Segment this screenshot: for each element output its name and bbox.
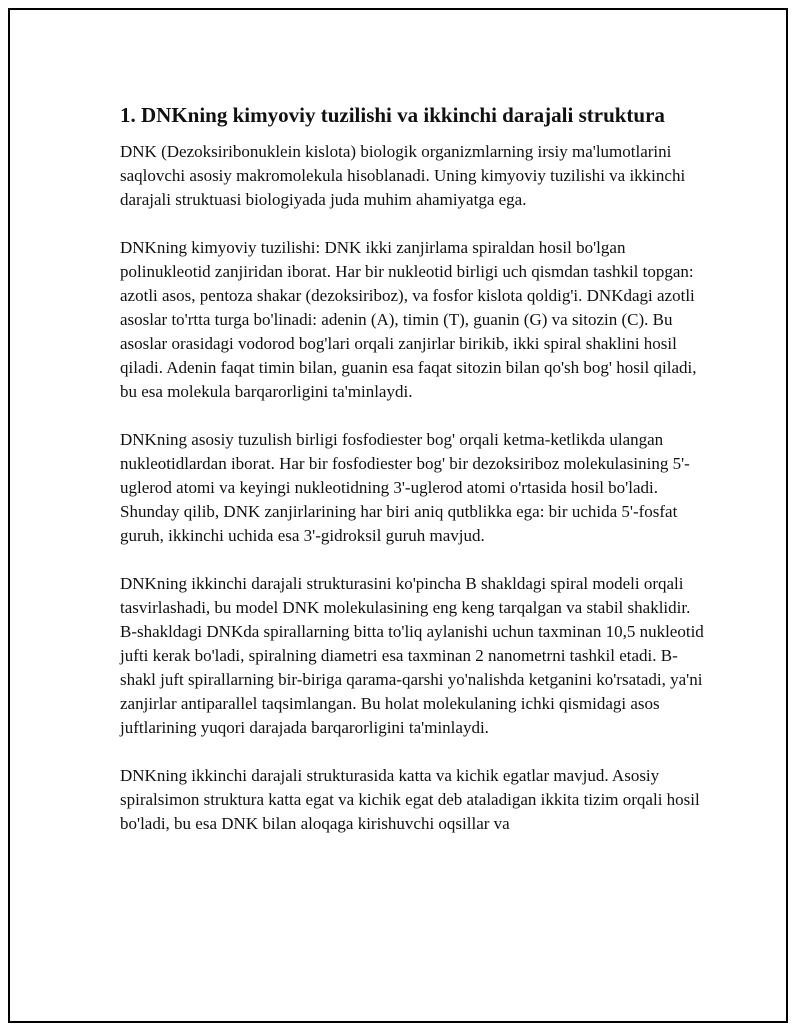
page-frame [8,8,788,1023]
paragraph-grooves: DNKning ikkinchi darajali strukturasida katta va kichik egatlar mavjud. Asosiy spiralsimon struktura katta egat va kichik egat deb ataladigan ikkita tizim orqali hosil bo'ladi, bu esa DNK bilan aloqaga kirishuvchi oqsillar va [120,766,700,833]
paragraph-b-form-helix: DNKning ikkinchi darajali strukturasini ko'pincha B shakldagi spiral modeli orqali tasvirlashadi, bu model DNK molekulasining eng keng tarqalgan va stabil shaklidir. B-shakldagi DNKda spirallarning bitta to'liq aylanishi uchun taxminan 10,5 nukleotid jufti kerak bo'ladi, spiralning diametri esa taxminan 2 nanometrni tashkil etadi. B-shakl juft spirallarning bir-biriga qarama-qarshi yo'nalishda ketganini ko'rsatadi, ya'ni zanjirlar antiparallel taqsimlangan. Bu holat molekulaning ichki qismidagi asos juftlarining yuqori darajada barqarorligini ta'minlaydi. [120,574,704,737]
section-heading: 1. DNKning kimyoviy tuzilishi va ikkinchi darajali struktura [120,103,665,127]
paragraph-phosphodiester-bond: DNKning asosiy tuzulish birligi fosfodiester bog' orqali ketma-ketlikda ulangan nukleotidlardan iborat. Har bir fosfodiester bog' bir dezoksiriboz molekulasining 5'-uglerod atomi va keyingi nukleotidning 3'-uglerod atomi o'rtasida hosil bo'ladi. Shunday qilib, DNK zanjirlarining har biri aniq qutblikka ega: bir uchida 5'-fosfat guruh, ikkinchi uchida esa 3'-gidroksil guruh mavjud. [120,430,690,545]
document-body [120,101,710,860]
paragraph-intro: DNK (Dezoksiribonuklein kislota) biologik organizmlarning irsiy ma'lumotlarini saqlovchi asosiy makromolekula hisoblanadi. Uning kimyoviy tuzilishi va ikkinchi darajali struktuasi biologiyada juda muhim ahamiyatga ega. [120,142,686,209]
paragraph-chemical-structure: DNKning kimyoviy tuzilishi: DNK ikki zanjirlama spiraldan hosil bo'lgan polinukleotid zanjiridan iborat. Har bir nukleotid birligi uch qismdan tashkil topgan: azotli asos, pentoza shakar (dezoksiriboz), va fosfor kislota qoldig'i. DNKdagi azotli asoslar to'rtta turga bo'linadi: adenin (A), timin (T), guanin (G) va sitozin (C). Bu asoslar orasidagi vodorod bog'lari orqali zanjirlar birikib, ikki spiral shaklini hosil qiladi. Adenin faqat timin bilan, guanin esa faqat sitozin bilan qo'sh bog' hosil qiladi, bu esa molekula barqarorligini ta'minlaydi. [120,238,697,401]
